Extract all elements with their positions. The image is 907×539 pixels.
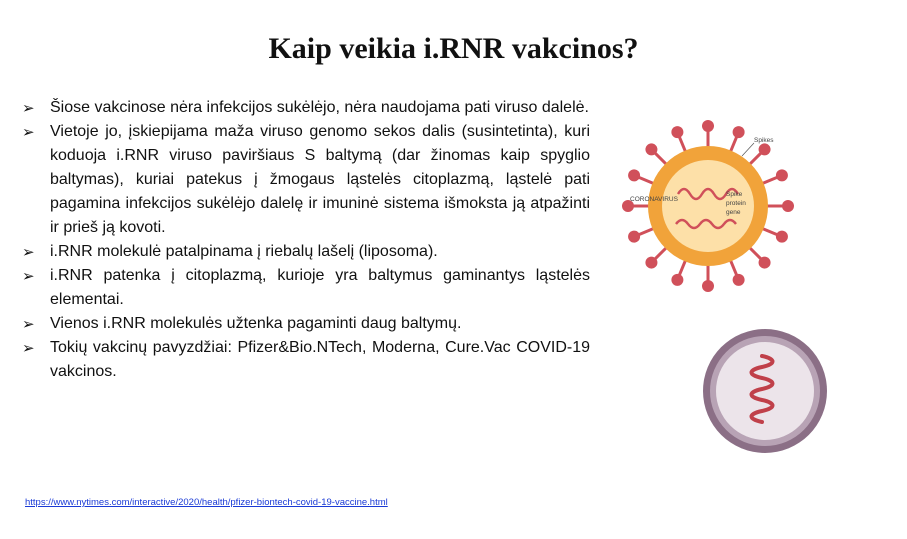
spike-head	[702, 120, 714, 132]
bullet-text: i.RNR patenka į citoplazmą, kurioje yra baltymus gaminantys ląstelės elementai.	[50, 267, 590, 308]
bullet-text: i.RNR molekulė patalpinama į riebalų lašelį (liposoma).	[50, 243, 438, 260]
spike-head	[733, 274, 745, 286]
spike-head	[759, 257, 771, 269]
label-leader	[742, 143, 754, 156]
spike-head	[702, 280, 714, 292]
bullet-text: Šiose vakcinose nėra infekcijos sukėlėjo, nėra naudojama pati viruso dalelė.	[50, 99, 589, 116]
bullet-text: Vietoje jo, įskiepijama maža viruso genomo sekos dalis (susintetinta), kuri koduoja i.RNR viruso paviršiaus S baltymą (dar žinomas kaip spyglio baltymas), kuriai patekus į žmogaus ląstelės citoplazmą, ląstelė pati pagamina infekcijos sukėlėjo dalelę ir imuninė sistema išmoksta ją atpažinti ir prieš ją kovoti.	[50, 123, 590, 236]
spike-head	[628, 169, 640, 181]
list-item	[22, 96, 590, 120]
spike-head	[776, 231, 788, 243]
arrow-bullet-icon: ➢	[22, 243, 35, 261]
gene-label: protein	[726, 200, 746, 207]
bullet-text: Tokių vakcinų pavyzdžiai: Pfizer&Bio.NTech, Moderna, Cure.Vac COVID-19 vakcinos.	[50, 339, 590, 380]
spike-head	[733, 126, 745, 138]
spike-head	[671, 126, 683, 138]
arrow-bullet-icon: ➢	[22, 99, 35, 117]
list-item	[22, 120, 590, 240]
spike-head	[782, 200, 794, 212]
spike-head	[645, 257, 657, 269]
list-item	[22, 336, 590, 384]
list-item	[22, 240, 590, 264]
spike-head	[759, 143, 771, 155]
coronavirus-illustration	[608, 106, 808, 306]
arrow-bullet-icon: ➢	[22, 315, 35, 333]
bullet-list	[22, 96, 590, 384]
spike-head	[628, 231, 640, 243]
bullet-text: Vienos i.RNR molekulės užtenka pagaminti daug baltymų.	[50, 315, 462, 332]
spike-head	[645, 143, 657, 155]
page-title: Kaip veikia i.RNR vakcinos?	[268, 32, 639, 65]
liposome-illustration	[700, 326, 830, 456]
list-item	[22, 312, 590, 336]
coronavirus-label: CORONAVIRUS	[630, 196, 678, 203]
gene-label: Spike	[726, 191, 743, 198]
source-link[interactable]: https://www.nytimes.com/interactive/2020/health/pfizer-biontech-covid-19-vaccine.html	[25, 497, 388, 508]
list-item	[22, 264, 590, 312]
arrow-bullet-icon: ➢	[22, 339, 35, 357]
spikes-label: Spikes	[754, 137, 774, 144]
gene-label: gene	[726, 209, 741, 216]
arrow-bullet-icon: ➢	[22, 267, 35, 285]
arrow-bullet-icon: ➢	[22, 123, 35, 141]
spike-head	[671, 274, 683, 286]
spike-head	[776, 169, 788, 181]
